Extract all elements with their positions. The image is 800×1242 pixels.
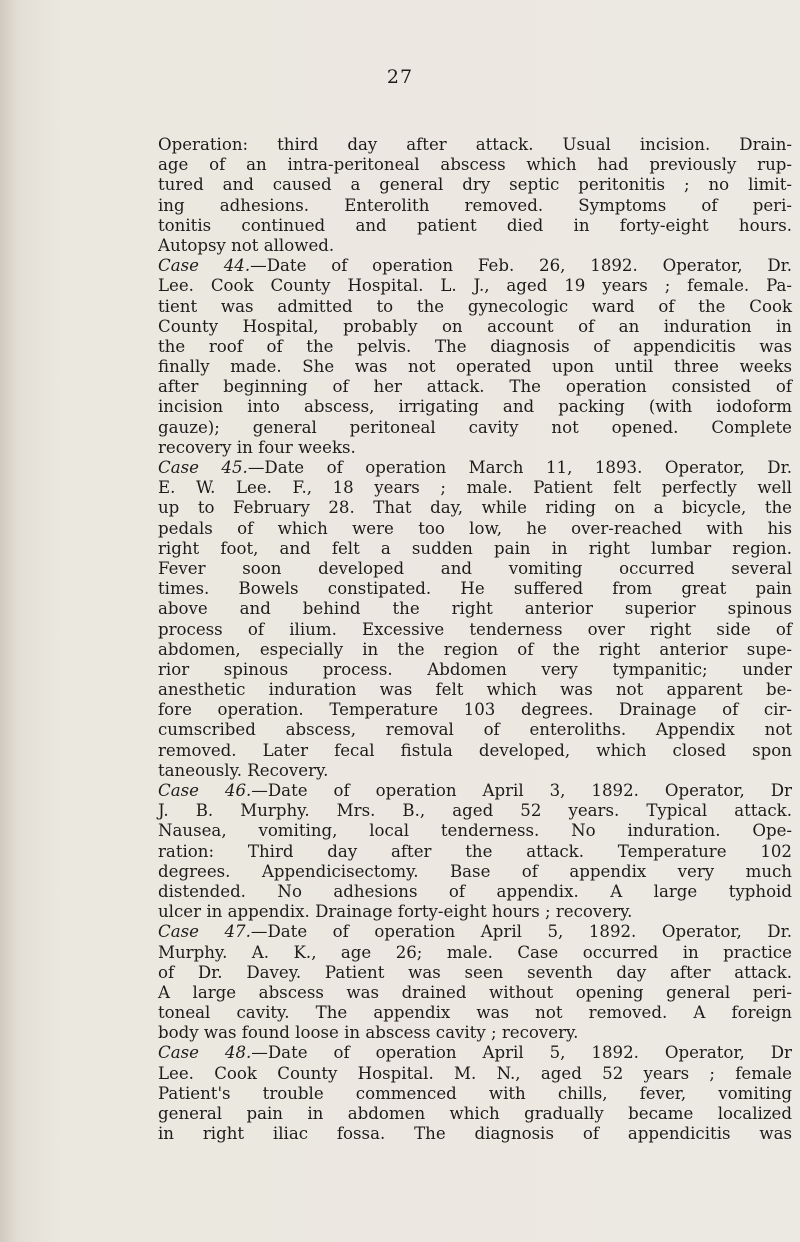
text-line (158, 1124, 792, 1144)
text-line (158, 1104, 792, 1124)
line-text: pedals of which were too low, he over-reached with his (158, 518, 792, 538)
text-line (158, 438, 792, 458)
text-line (158, 357, 792, 377)
line-text: J. B. Murphy. Mrs. B., aged 52 years. Typical attack. (158, 801, 792, 821)
line-text: removed. Later fecal fistula developed, which closed spon (158, 740, 792, 760)
line-text: right foot, and felt a sudden pain in right lumbar region. (158, 538, 792, 558)
text-line (158, 983, 792, 1003)
text-line (158, 579, 792, 599)
line-text: body was found loose in abscess cavity ; recovery. (158, 1023, 579, 1043)
line-text: up to February 28. That day, while riding on a bicycle, the (158, 498, 792, 518)
text-line (158, 276, 792, 296)
text-line (158, 377, 792, 397)
text-line (158, 236, 792, 256)
line-text: Murphy. A. K., age 26; male. Case occurred in practice (158, 942, 792, 962)
text-line (158, 680, 792, 700)
text-line (158, 761, 792, 781)
text-line (158, 397, 792, 417)
line-text: times. Bowels constipated. He suffered from great pain (158, 579, 792, 599)
text-line (158, 720, 792, 740)
line-text: A large abscess was drained without opening general peri- (158, 982, 792, 1002)
line-text: Operation: third day after attack. Usual incision. Drain- (158, 135, 792, 154)
line-text: gauze); general peritoneal cavity not opened. Complete (158, 417, 792, 437)
line-text: finally made. She was not operated upon until three weeks (158, 357, 792, 377)
text-line (158, 196, 792, 216)
line-text: cumscribed abscess, removal of enteroliths. Appendix not (158, 720, 792, 740)
text-line (158, 963, 792, 983)
line-text: Patient's trouble commenced with chills, fever, vomiting (158, 1083, 792, 1103)
case-label: Case 48. (158, 1043, 252, 1063)
line-text: recovery in four weeks. (158, 437, 356, 457)
line-text: rior spinous process. Abdomen very tympanitic; under (158, 659, 792, 679)
text-line (158, 700, 792, 720)
text-line (158, 943, 792, 963)
line-text: Nausea, vomiting, local tenderness. No induration. Ope- (158, 821, 792, 841)
case-label: Case 46. (158, 781, 252, 800)
text-line (158, 135, 792, 155)
line-text: after beginning of her attack. The operation consisted of (158, 377, 792, 397)
line-text: tient was admitted to the gynecologic ward of the Cook (158, 296, 792, 316)
text-line (158, 842, 792, 862)
text-line (158, 175, 792, 195)
line-text: E. W. Lee. F., 18 years ; male. Patient felt perfectly well (158, 478, 792, 498)
text-line (158, 317, 792, 337)
line-text: —Date of operation April 3, 1892. Operator, Dr (251, 781, 792, 800)
line-text: Lee. Cook County Hospital. M. N., aged 52 years ; female (158, 1063, 792, 1083)
text-line (158, 418, 792, 438)
line-text: tonitis continued and patient died in forty-eight hours. (158, 215, 792, 235)
case-label: Case 45. (158, 458, 248, 477)
text-line (158, 902, 792, 922)
text-line (158, 599, 792, 619)
case-label: Case 47. (158, 922, 251, 942)
text-line (158, 458, 792, 478)
line-text: Fever soon developed and vomiting occurred several (158, 558, 792, 578)
line-text: age of an intra-peritoneal abscess which had previously rup- (158, 155, 792, 175)
text-line (158, 781, 792, 801)
text-line (158, 337, 792, 357)
line-text: tured and caused a general dry septic peritonitis ; no limit- (158, 175, 792, 195)
line-text: County Hospital, probably on account of an induration in (158, 316, 792, 336)
case-label: Case 44. (158, 256, 251, 276)
line-text: taneously. Recovery. (158, 760, 329, 780)
line-text: in right iliac fossa. The diagnosis of appendicitis was (158, 1124, 792, 1144)
line-text: anesthetic induration was felt which was not apparent be- (158, 680, 792, 700)
line-text: abdomen, especially in the region of the right anterior supe- (158, 639, 792, 659)
text-line (158, 801, 792, 821)
text-line (158, 1023, 792, 1043)
line-text: —Date of operation March 11, 1893. Operator, Dr. (247, 458, 792, 477)
line-text: —Date of operation April 5, 1892. Operator, Dr (251, 1043, 792, 1063)
body-text (158, 135, 792, 1144)
line-text: process of ilium. Excessive tenderness over right side of (158, 619, 792, 639)
line-text: Autopsy not allowed. (158, 235, 335, 255)
text-line (158, 297, 792, 317)
text-line (158, 498, 792, 518)
line-text: the roof of the pelvis. The diagnosis of appendicitis was (158, 336, 792, 356)
text-line (158, 1064, 792, 1084)
text-line (158, 1043, 792, 1063)
text-line (158, 620, 792, 640)
line-text: —Date of operation April 5, 1892. Operator, Dr. (250, 922, 792, 942)
line-text: ing adhesions. Enterolith removed. Symptoms of peri- (158, 195, 792, 215)
line-text: toneal cavity. The appendix was not removed. A foreign (158, 1003, 792, 1023)
text-line (158, 922, 792, 942)
text-line (158, 1084, 792, 1104)
line-text: above and behind the right anterior superior spinous (158, 599, 792, 619)
line-text: ration: Third day after the attack. Temperature 102 (158, 841, 792, 861)
line-text: distended. No adhesions of appendix. A large typhoid (158, 881, 792, 901)
line-text: general pain in abdomen which gradually became localized (158, 1104, 792, 1123)
text-line (158, 559, 792, 579)
text-line (158, 155, 792, 175)
line-text: degrees. Appendicisectomy. Base of appendix very much (158, 861, 792, 881)
text-line (158, 660, 792, 680)
text-line (158, 539, 792, 559)
text-line (158, 256, 792, 276)
text-line (158, 519, 792, 539)
line-text: —Date of operation Feb. 26, 1892. Operator, Dr. (250, 256, 793, 276)
text-line (158, 216, 792, 236)
page-number: 27 (386, 66, 414, 88)
line-text: incision into abscess, irrigating and packing (with iodoform (158, 397, 792, 417)
line-text: of Dr. Davey. Patient was seen seventh day after attack. (158, 962, 792, 982)
text-line (158, 640, 792, 660)
text-line (158, 1003, 792, 1023)
line-text: fore operation. Temperature 103 degrees. Drainage of cir- (158, 700, 792, 720)
text-line (158, 821, 792, 841)
text-line (158, 862, 792, 882)
text-line (158, 478, 792, 498)
text-line (158, 882, 792, 902)
line-text: Lee. Cook County Hospital. L. J., aged 19 years ; female. Pa- (158, 276, 792, 296)
text-line (158, 741, 792, 761)
line-text: ulcer in appendix. Drainage forty-eight hours ; recovery. (158, 902, 633, 922)
